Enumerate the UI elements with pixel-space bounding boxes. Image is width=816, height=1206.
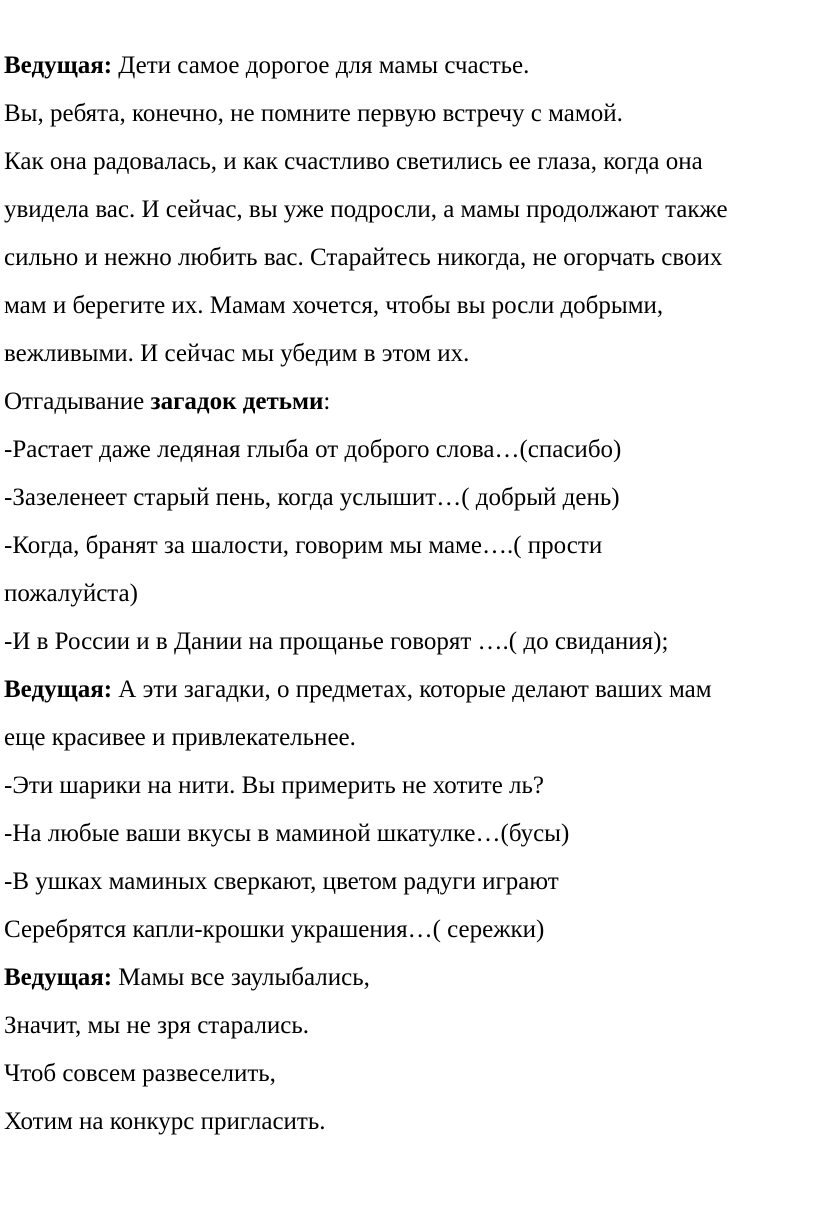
riddle-line [4,906,812,954]
line-text: : [323,388,331,415]
line-text: еще красивее и привлекательнее. [4,724,356,751]
riddle-line [4,426,812,474]
line-text: Чтоб совсем развеселить, [4,1060,276,1087]
line-text: Хотим на конкурс пригласить. [4,1108,326,1135]
speaker-label: Ведущая: [4,676,113,703]
speaker-label: Ведущая: [4,52,113,79]
line-text: Значит, мы не зря старались. [4,1012,310,1039]
text-line [4,42,812,90]
line-text: -Зазеленеет старый пень, когда услышит…( добрый день) [4,484,620,511]
text-line [4,234,812,282]
text-line [4,378,812,426]
line-text-prefix: Отгадывание [4,388,151,415]
poem-line [4,1098,812,1146]
line-text: мам и берегите их. Мамам хочется, чтобы вы росли добрыми, [4,292,664,319]
line-text: -На любые ваши вкусы в маминой шкатулке…(бусы) [4,820,570,847]
speaker-label: Ведущая: [4,964,113,991]
line-text: Серебрятся капли-крошки украшения…( сережки) [4,916,545,943]
text-line [4,666,812,714]
line-text: -Эти шарики на нити. Вы примерить не хотите ль? [4,772,545,799]
text-line [4,138,812,186]
line-text: увидела вас. И сейчас, вы уже подросли, а мамы продолжают также [4,196,728,223]
line-text: сильно и нежно любить вас. Старайтесь никогда, не огорчать своих [4,244,723,271]
line-text: -И в России и в Дании на прощанье говорят ….( до свидания); [4,628,669,655]
section-heading-bold: загадок детьми [150,388,324,415]
line-text: -Растает даже ледяная глыба от доброго слова…(спасибо) [4,436,622,463]
line-text: Дети самое дорогое для мамы счастье. [112,52,530,79]
line-text: Вы, ребята, конечно, не помните первую встречу с мамой. [4,100,623,127]
riddle-line [4,570,812,618]
line-text: Мамы все заулыбались, [112,964,370,991]
line-text: пожалуйста) [4,580,138,607]
riddle-line [4,474,812,522]
text-line [4,330,812,378]
riddle-line [4,522,812,570]
line-text: А эти загадки, о предметах, которые делают ваших мам [112,676,712,703]
text-line [4,282,812,330]
text-line [4,954,812,1002]
poem-line [4,1050,812,1098]
line-text: -Когда, бранят за шалости, говорим мы маме….( прости [4,532,603,559]
riddle-line [4,762,812,810]
riddle-line [4,858,812,906]
line-text: Как она радовалась, и как счастливо светились ее глаза, когда она [4,148,703,175]
riddle-line [4,618,812,666]
riddle-line [4,810,812,858]
text-line [4,186,812,234]
document-text [4,42,812,1146]
line-text: вежливыми. И сейчас мы убедим в этом их. [4,340,470,367]
line-text: -В ушках маминых сверкают, цветом радуги играют [4,868,559,895]
poem-line [4,1002,812,1050]
text-line [4,714,812,762]
text-line [4,90,812,138]
